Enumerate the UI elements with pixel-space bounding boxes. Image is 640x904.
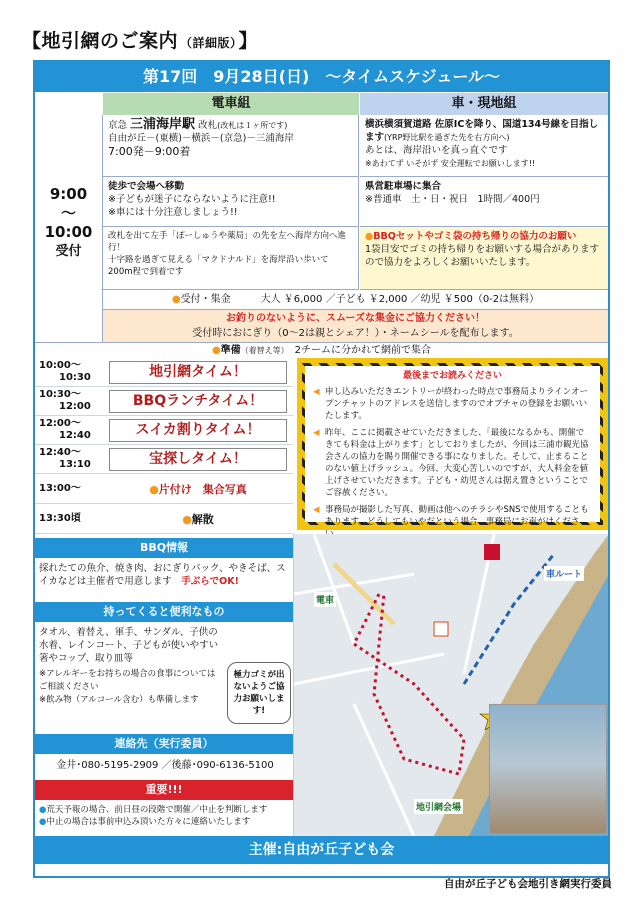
photo [489, 704, 607, 834]
bring-header: 持ってくると便利なもの [35, 602, 293, 622]
parking-info: 県営駐車場に集合 ※普通車 土・日・祝日 1時間／400円 [360, 177, 608, 227]
bbq-request: ●BBQセットやゴミ袋の持ち帰りの協力のお願い 1袋目安でゴミの持ち帰りをお願いする場合がありますので協力をよろしくお願いいたします。 [360, 227, 608, 290]
schedule-label: ●片付け 集合写真 [149, 483, 247, 496]
bubble-note: 極力ゴミが出ないようご協力お願いします! [227, 662, 291, 724]
map-car-route-label: 車ルート [544, 566, 584, 581]
megaphone-icon: ◀ [313, 428, 320, 438]
schedule-time: 10:00～ 10:30 [39, 360, 91, 383]
schedule-label: 地引網タイム！ [109, 361, 287, 384]
important-header: 重要!!! [35, 780, 293, 800]
bring-text: タオル、着替え、軍手、サンダル、子供の水着、レインコート、子どもが使いやすい箸やコップ、取り皿等 ※アレルギーをお持ちの場合の食事についてはご相談ください ※飲み物（アルコール含む）も準備します [39, 627, 219, 705]
walk-info: 徒歩で会場へ移動 ※子どもが迷子にならないように注意!! ※車には十分注意しましょう!! [103, 177, 359, 227]
schedule-row [35, 358, 293, 387]
map-venue-label: 地引網会場 [414, 799, 463, 814]
schedule-time: 13:00～ [39, 483, 81, 494]
schedule-row [35, 504, 293, 534]
reception-time: 9:00 ～ 10:00 受付 [35, 115, 103, 345]
schedule-row [35, 445, 293, 474]
contact-header: 連絡先（実行委員） [35, 734, 293, 754]
schedule-row [35, 416, 293, 445]
organizer-footer: 主催:自由が丘子ども会 [35, 836, 608, 864]
schedule-frame [33, 60, 610, 878]
notice-box: 最後までお読みください ◀ 申し込みいただきエントリーが終わった時点で事務局よりラインオープンチャットのアドレスを送信しますのでオプチャの登録をお願いいたします。 ◀ 昨年、ここに掲載させていただきました、「最後になるかも、開催できても料金は上がります」としておりましたが、今回は三浦市観光協会さんの協力を賜り開催できる事になりました。そして、止まることのない値上げラッシュ。今回、大変心苦しいのですが、大人料金を値上げさせていただきます。子ども・幼児さんは据え置きということでご容赦ください。 ◀ 事務局が撮影した写真、動画は他へのチラシやSNSで使用することもあります。どうしてもいやだという場合、事務局にお声がけくださ [297, 358, 608, 530]
credit: 自由が丘子ども会地引き網実行委員 [444, 878, 612, 890]
map-train-label: 電車 [314, 592, 336, 607]
car-route: 横浜横須賀道路 佐原ICを降り、国道134号線を目指します(YRP野比駅を過ぎた先を右方向へ) あとは、海岸沿いを真っ直ぐです ※あわてず いそがず 安全運転でお願いします!! [360, 115, 608, 177]
fee-row: ●受付・集金 大人 ￥6,000 ／子ども ￥2,000 ／幼児 ￥500（0-2は無料） [103, 290, 608, 310]
train-route: 京急 三浦海岸駅 改札(改札は１ヶ所です) 自由が丘－(東横)－横浜－(京急)－三浦海岸 7:00発－9:00着 [103, 115, 359, 177]
megaphone-icon: ◀ [313, 505, 320, 515]
map [293, 534, 608, 836]
schedule-label: BBQランチタイム！ [109, 390, 287, 413]
important-text: ●荒天予報の場合、前日昼の段階で開催／中止を判断します ●中止の場合は事前申込み頂いた方々に連絡いたします [39, 805, 268, 827]
car-column-header: 車・現地組 [360, 93, 608, 115]
schedule-row [35, 387, 293, 416]
prep-row: ●準備（着替え等） 2チームに分かれて網前で集合 [35, 342, 608, 357]
schedule-label: ●解散 [182, 513, 214, 526]
bbq-info-header: BBQ情報 [35, 538, 293, 558]
schedule-time: 12:00～ 12:40 [39, 418, 91, 441]
schedule-time: 13:30頃 [39, 513, 81, 524]
schedule-label: スイカ割りタイム！ [109, 419, 287, 442]
schedule-label: 宝探しタイム！ [109, 448, 287, 471]
page-title: 【地引網のご案内 （詳細版） 】 [22, 30, 259, 52]
change-note: お釣りのないように、スムーズな集金にご協力ください！ 受付時におにぎり（0～2は親とシェア！）・ネームシールを配布します。 [103, 310, 608, 342]
schedule-header: 第17回 9月28日(日) ～タイムスケジュール～ [35, 62, 608, 92]
megaphone-icon: ◀ [313, 387, 320, 397]
bbq-info-text: 採れたての魚介、焼き肉、おにぎりパック、やきそば、スイカなどは主催者で用意します 手ぶらでOK! [39, 563, 286, 587]
schedule-time: 10:30～ 12:00 [39, 389, 91, 412]
schedule-time: 12:40～ 13:10 [39, 447, 91, 470]
walk-directions: 改札を出て左手「ぽーしゅうや薬局」の先を左へ海岸方向へ進行！ 十字路を過ぎて見える「マクドナルド」を海岸沿い歩いて200m程で到着です [103, 227, 359, 290]
contact-text: 金井･080-5195-2909 ／後藤･090-6136-5100 [56, 760, 274, 771]
schedule-row [35, 474, 293, 504]
train-column-header: 電車組 [103, 93, 359, 115]
